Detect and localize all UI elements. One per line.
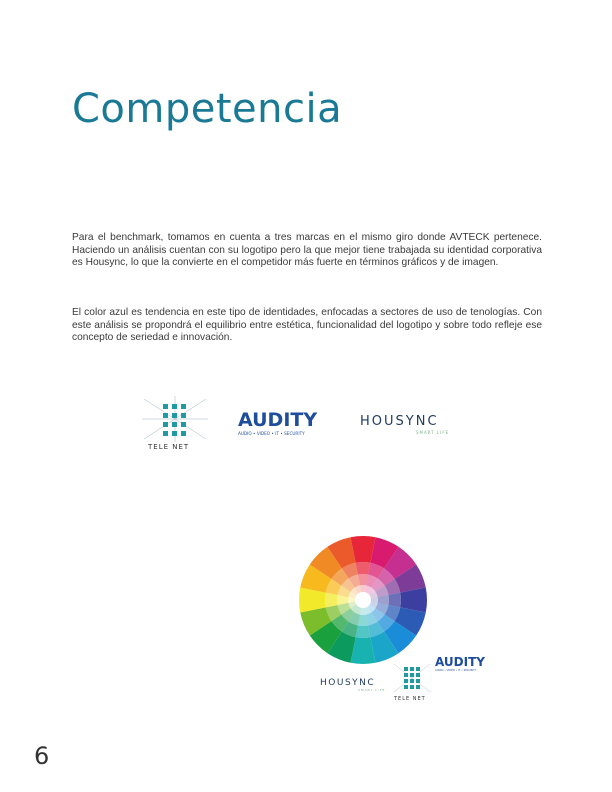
audity-logo-small	[435, 656, 495, 674]
audity-wordmark-small: AUDITY	[435, 655, 485, 669]
telenet-logo-small	[392, 662, 432, 706]
housync-wordmark: HOUSYNC	[360, 414, 439, 429]
paragraph-color: El color azul es tendencia en este tipo de identidades, enfocadas a sectores de uso de tenologías. Con este análisis se propondrá el equilibrio entre estética, funcionalidad del logotipo y sobre todo refleje ese concepto de seriedad e innovación.	[72, 307, 542, 344]
telenet-wordmark-small: TELE NET	[394, 696, 426, 702]
housync-tagline-small: SMART LIFE	[358, 688, 386, 692]
housync-wordmark-small: HOUSYNC	[320, 678, 376, 688]
telenet-wordmark: TELE NET	[148, 443, 190, 451]
telenet-logo	[140, 395, 210, 455]
audity-tagline-small: AUDIO • VIDEO • IT • SECURITY	[435, 669, 477, 672]
wheel-segment	[356, 626, 371, 638]
housync-logo-small	[320, 678, 390, 694]
wheel-segment	[389, 593, 401, 608]
page-title: Competencia	[72, 86, 343, 132]
telenet-grid-icon	[140, 395, 210, 443]
telenet-grid-icon-small	[392, 662, 432, 694]
audity-logo	[238, 410, 328, 440]
color-wheel	[298, 535, 428, 665]
audity-wordmark: AUDITY	[238, 409, 318, 431]
wheel-center	[355, 592, 371, 608]
housync-logo	[360, 414, 460, 440]
housync-tagline: SMART LIFE	[416, 430, 450, 435]
wheel-segment	[356, 562, 371, 574]
audity-tagline: AUDIO • VIDEO • IT • SECURITY	[238, 431, 305, 436]
page-number: 6	[34, 742, 50, 770]
paragraph-benchmark: Para el benchmark, tomamos en cuenta a tres marcas en el mismo giro donde AVTECK pertenece. Haciendo un análisis cuentan con su logotipo pero la que mejor tiene trabajada su identidad corporativa es Housync, lo que la convierte en el competidor más fuerte en términos gráficos y de imagen.	[72, 232, 542, 269]
wheel-segment	[325, 593, 337, 608]
